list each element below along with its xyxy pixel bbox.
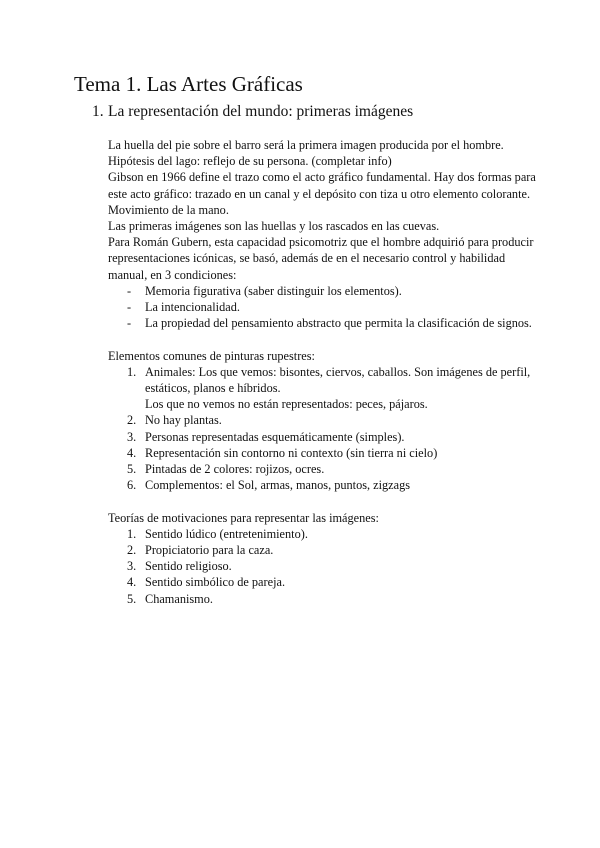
list-item bbox=[108, 429, 538, 445]
list-item-text: La intencionalidad. bbox=[145, 300, 240, 315]
theories-intro: Teorías de motivaciones para representar las imágenes: bbox=[108, 510, 379, 525]
list-item-text: Animales: Los que vemos: bisontes, ciervos, caballos. Son imágenes de perfil, estáticos, planos e híbridos. bbox=[145, 364, 531, 396]
list-item bbox=[108, 445, 538, 461]
list-item bbox=[108, 364, 538, 413]
item-number: 5. bbox=[127, 462, 137, 477]
dash-bullet: - bbox=[127, 316, 132, 331]
item-number: 2. bbox=[127, 413, 137, 428]
list-item-text: No hay plantas. bbox=[145, 413, 222, 428]
list-item-text: Sentido lúdico (entretenimiento). bbox=[145, 526, 308, 541]
paragraph: Gibson en 1966 define el trazo como el acto gráfico fundamental. Hay dos formas para este acto gráfico: trazado en un canal y el depósito con tiza u otro elemento colorante. bbox=[108, 170, 536, 201]
item-number: 1. bbox=[127, 364, 137, 379]
document-body bbox=[108, 137, 538, 607]
item-number: 5. bbox=[127, 591, 137, 606]
theories-list bbox=[108, 526, 538, 607]
conditions-list bbox=[108, 283, 538, 332]
section-number: 1. bbox=[92, 103, 104, 120]
list-item bbox=[108, 299, 538, 315]
list-item bbox=[108, 283, 538, 299]
page-title: Tema 1. Las Artes Gráficas bbox=[74, 72, 303, 96]
item-number: 4. bbox=[127, 445, 137, 460]
item-number: 3. bbox=[127, 559, 137, 574]
item-number: 2. bbox=[127, 543, 137, 558]
item-number: 6. bbox=[127, 478, 137, 493]
list-item-extra: Los que no vemos no están representados: peces, pájaros. bbox=[145, 397, 428, 412]
list-item-text: Chamanismo. bbox=[145, 591, 213, 606]
list-item-text: Sentido simbólico de pareja. bbox=[145, 575, 286, 590]
paragraph: Movimiento de la mano. bbox=[108, 202, 229, 217]
item-number: 1. bbox=[127, 526, 137, 541]
list-item-text: Sentido religioso. bbox=[145, 559, 232, 574]
list-item-text: Propiciatorio para la caza. bbox=[145, 543, 274, 558]
paragraph: Las primeras imágenes son las huellas y los rascados en las cuevas. bbox=[108, 219, 440, 234]
list-item bbox=[108, 574, 538, 590]
section-heading bbox=[92, 101, 413, 123]
list-item bbox=[108, 412, 538, 428]
item-number: 4. bbox=[127, 575, 137, 590]
elements-list bbox=[108, 364, 538, 494]
list-item-text: Pintadas de 2 colores: rojizos, ocres. bbox=[145, 462, 325, 477]
list-item bbox=[108, 558, 538, 574]
list-item bbox=[108, 461, 538, 477]
list-item-text: Personas representadas esquemáticamente (simples). bbox=[145, 429, 405, 444]
paragraph: Hipótesis del lago: reflejo de su persona. (completar info) bbox=[108, 154, 392, 169]
paragraph: La huella del pie sobre el barro será la primera imagen producida por el hombre. bbox=[108, 138, 504, 152]
item-number: 3. bbox=[127, 429, 137, 444]
list-item bbox=[108, 526, 538, 542]
paragraph: Para Román Gubern, esta capacidad psicomotriz que el hombre adquirió para producir representaciones icónicas, se basó, además de en el necesario control y habilidad manual, en 3 condiciones: bbox=[108, 235, 534, 282]
list-item-text: Memoria figurativa (saber distinguir los elementos). bbox=[145, 283, 402, 298]
list-item bbox=[108, 591, 538, 607]
list-item-text: Representación sin contorno ni contexto (sin tierra ni cielo) bbox=[145, 445, 438, 460]
list-item-text: Complementos: el Sol, armas, manos, puntos, zigzags bbox=[145, 478, 411, 493]
dash-bullet: - bbox=[127, 283, 132, 298]
section-title: La representación del mundo: primeras imágenes bbox=[108, 103, 414, 120]
list-item-text: La propiedad del pensamiento abstracto que permita la clasificación de signos. bbox=[145, 316, 532, 331]
list-item bbox=[108, 315, 538, 331]
dash-bullet: - bbox=[127, 300, 132, 315]
list-item bbox=[108, 477, 538, 493]
list-item bbox=[108, 542, 538, 558]
elements-intro: Elementos comunes de pinturas rupestres: bbox=[108, 348, 315, 363]
